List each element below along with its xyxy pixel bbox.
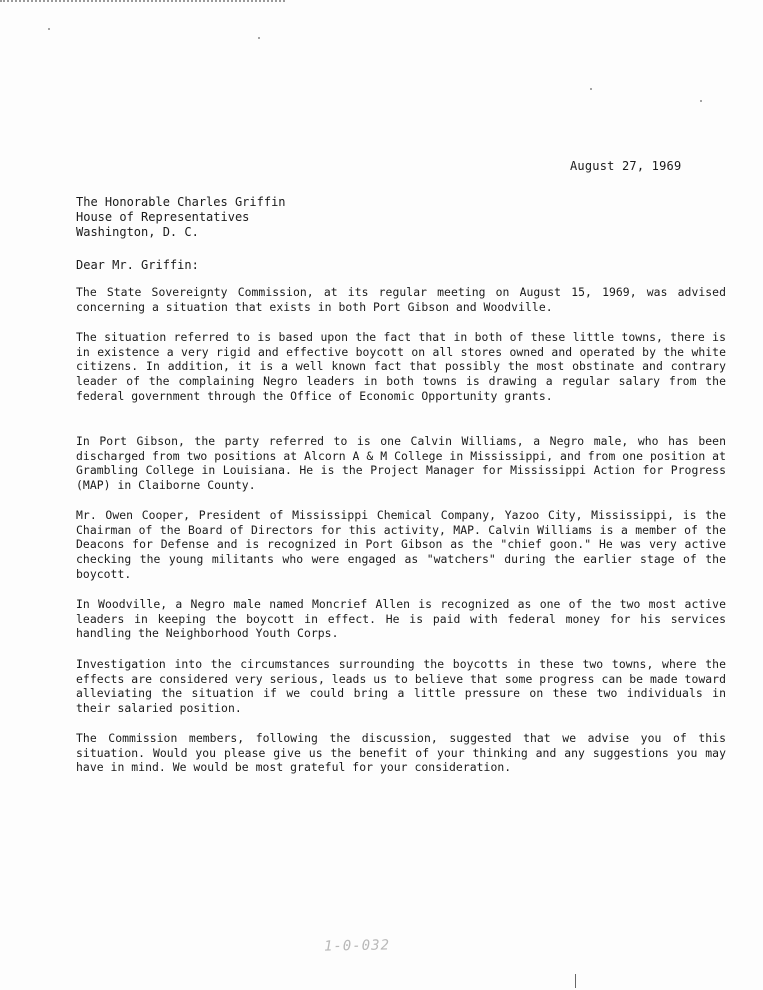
body-paragraph: In Port Gibson, the party referred to is one Calvin Williams, a Negro male, who has been discharged from two positions at Alcorn A & M College in Mississippi, and from one position at Grambling College in Louisiana. He is the Project Manager for Mississippi Action for Progress (MAP) in Claiborne County. <box>76 434 726 493</box>
page-edge-dots <box>0 0 285 2</box>
scan-speck <box>258 37 260 39</box>
address-line: Washington, D. C. <box>76 225 199 239</box>
scan-speck <box>700 100 702 102</box>
address-line: House of Representatives <box>76 210 250 224</box>
archive-stamp-number: 1-0-032 <box>323 937 391 955</box>
body-paragraph: The Commission members, following the discussion, suggested that we advise you of this situation. Would you please give us the benefit of your thinking and any suggestions you may have in mind. We would be most grateful for your consideration. <box>76 731 726 775</box>
recipient-address <box>76 195 286 240</box>
scan-mark <box>575 974 576 988</box>
body-paragraph: The situation referred to is based upon the fact that in both of these little towns, there is in existence a very rigid and effective boycott on all stores owned and operated by the white citizens. In addition, it is a well known fact that possibly the most obstinate and contrary leader of the complaining Negro leaders in both towns is drawing a regular salary from the federal government through the Office of Economic Opportunity grants. <box>76 330 726 403</box>
body-paragraph: In Woodville, a Negro male named Moncrief Allen is recognized as one of the two most active leaders in keeping the boycott in effect. He is paid with federal money for his services handling the Neighborhood Youth Corps. <box>76 597 726 641</box>
body-paragraph: Mr. Owen Cooper, President of Mississippi Chemical Company, Yazoo City, Mississippi, is the Chairman of the Board of Directors for this activity, MAP. Calvin Williams is a member of the Deacons for Defense and is recognized in Port Gibson as the "chief goon." He was very active checking the young militants who were engaged as "watchers" during the earlier stage of the boycott. <box>76 508 726 581</box>
salutation: Dear Mr. Griffin: <box>76 258 199 272</box>
address-line: The Honorable Charles Griffin <box>76 195 286 209</box>
letter-date: August 27, 1969 <box>570 159 682 173</box>
scan-speck <box>590 88 592 90</box>
scan-speck <box>48 28 50 30</box>
body-paragraph: Investigation into the circumstances surrounding the boycotts in these two towns, where the effects are considered very serious, leads us to believe that some progress can be made toward alleviating the situation if we could bring a little pressure on these two individuals in their salaried position. <box>76 657 726 716</box>
body-paragraph: The State Sovereignty Commission, at its regular meeting on August 15, 1969, was advised concerning a situation that exists in both Port Gibson and Woodville. <box>76 285 726 314</box>
